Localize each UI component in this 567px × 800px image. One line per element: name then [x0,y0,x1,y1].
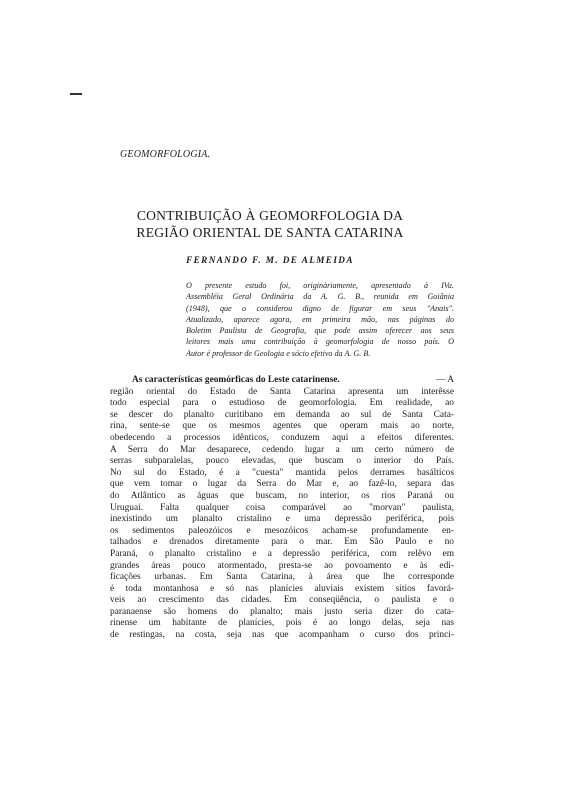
note-line: O presente estudo foi, originàriamente, apresentado à IVa. [186,281,454,290]
body-line: rina, sente-se que os mesmos agentes que operam mais ao norte, [110,421,454,432]
body-line: A Serra do Mar desaparece, cedendo lugar a um certo número de [110,444,454,455]
body-line: serras subparalelas, pouco elevadas, que buscam o interior do País. [110,456,454,467]
note-line: Autor é professor de Geologia e sócio efetivo da A. G. B. [186,348,371,358]
body-line: veis ao crescimento das cidades. Em conseqüência, o paulista e o [110,595,454,606]
body-line: grandes áreas pouco atormentado, presta-se ao povoamento e às edi- [110,560,454,571]
note-line: Assembléia Geral Ordinária da A. G. B., reunida em Goiânia [186,292,454,302]
body-line: obedecendo a processos idênticos, conduzem aqui a efeitos diferentes. [110,432,454,443]
note-line: Boletim Paulista de Geografia, que pode assim oferecer aos seus [186,326,454,336]
body-line: ficações urbanas. Em Santa Catarina, à área que lhe corresponde [110,572,454,583]
body-line: região oriental do Estado de Santa Catarina apresenta um interêsse [110,386,454,397]
body-line: paranaense são homens do planalto; mais justo seria dizer do cata- [110,606,454,617]
body-line: Paraná, o planalto cristalino e a depressão periférica, com relêvo em [110,548,454,559]
note-line: Atualizado, aparece agora, em primeira mão, nas páginas do [186,314,454,324]
body-line: rinense um habitante de planícies, pois é ao longo delas, seja nas [110,618,454,629]
body-text [110,375,454,642]
body-line: Uruguai. Falta qualquer coisa comparável ao "morvan" paulista, [110,502,454,513]
paragraph-heading: As características geomórficas do Leste catarinense. [132,375,340,385]
title-line-2: REGIÃO ORIENTAL DE SANTA CATARINA [136,225,404,240]
body-line: que vem tomar o lugar da Serra do Mar e, ao fazê-lo, separa das [110,479,454,490]
author-name: FERNANDO F. M. DE ALMEIDA [186,255,354,265]
section-label: GEOMORFOLOGIA. [120,149,211,160]
title-line-1: CONTRIBUIÇÃO À GEOMORFOLOGIA DA [136,208,404,223]
margin-mark [70,93,82,95]
body-line: se descer do planalto curitibano em demanda ao sul de Santa Cata- [110,409,454,420]
note-line: leitores mais uma contribuição à geomorfologia de nosso país. O [186,337,454,347]
body-line: No sul do Estado, é a "cuesta" mantida pelos derrames basálticos [110,467,454,478]
body-line: talhados e drenados diretamente para o mar. Em São Paulo e no [110,537,454,548]
editorial-note [186,280,454,359]
note-line: (1948), que o considerou digno de figurar em seus "Anais". [186,303,454,313]
body-line: inexistindo um planalto cristalino e uma depressão periférica, pois [110,514,454,525]
body-first-line [110,375,454,387]
body-line: é toda montanhosa e só nas planícies aluviais existem sítios favorá- [110,583,454,594]
body-line: de restingas, na costa, seja nas que acompanham o curso dos princi- [110,630,454,641]
body-line: todo especial para o estudioso de geomorfologia. Em realidade, ao [110,398,454,409]
body-line: os sedimentos paleozóicos e mesozóicos acham-se profundamente en- [110,525,454,536]
body-line: do Atlântico as águas que buscam, no interior, os rios Paraná ou [110,490,454,501]
paragraph-heading-dash: — A [436,375,454,385]
